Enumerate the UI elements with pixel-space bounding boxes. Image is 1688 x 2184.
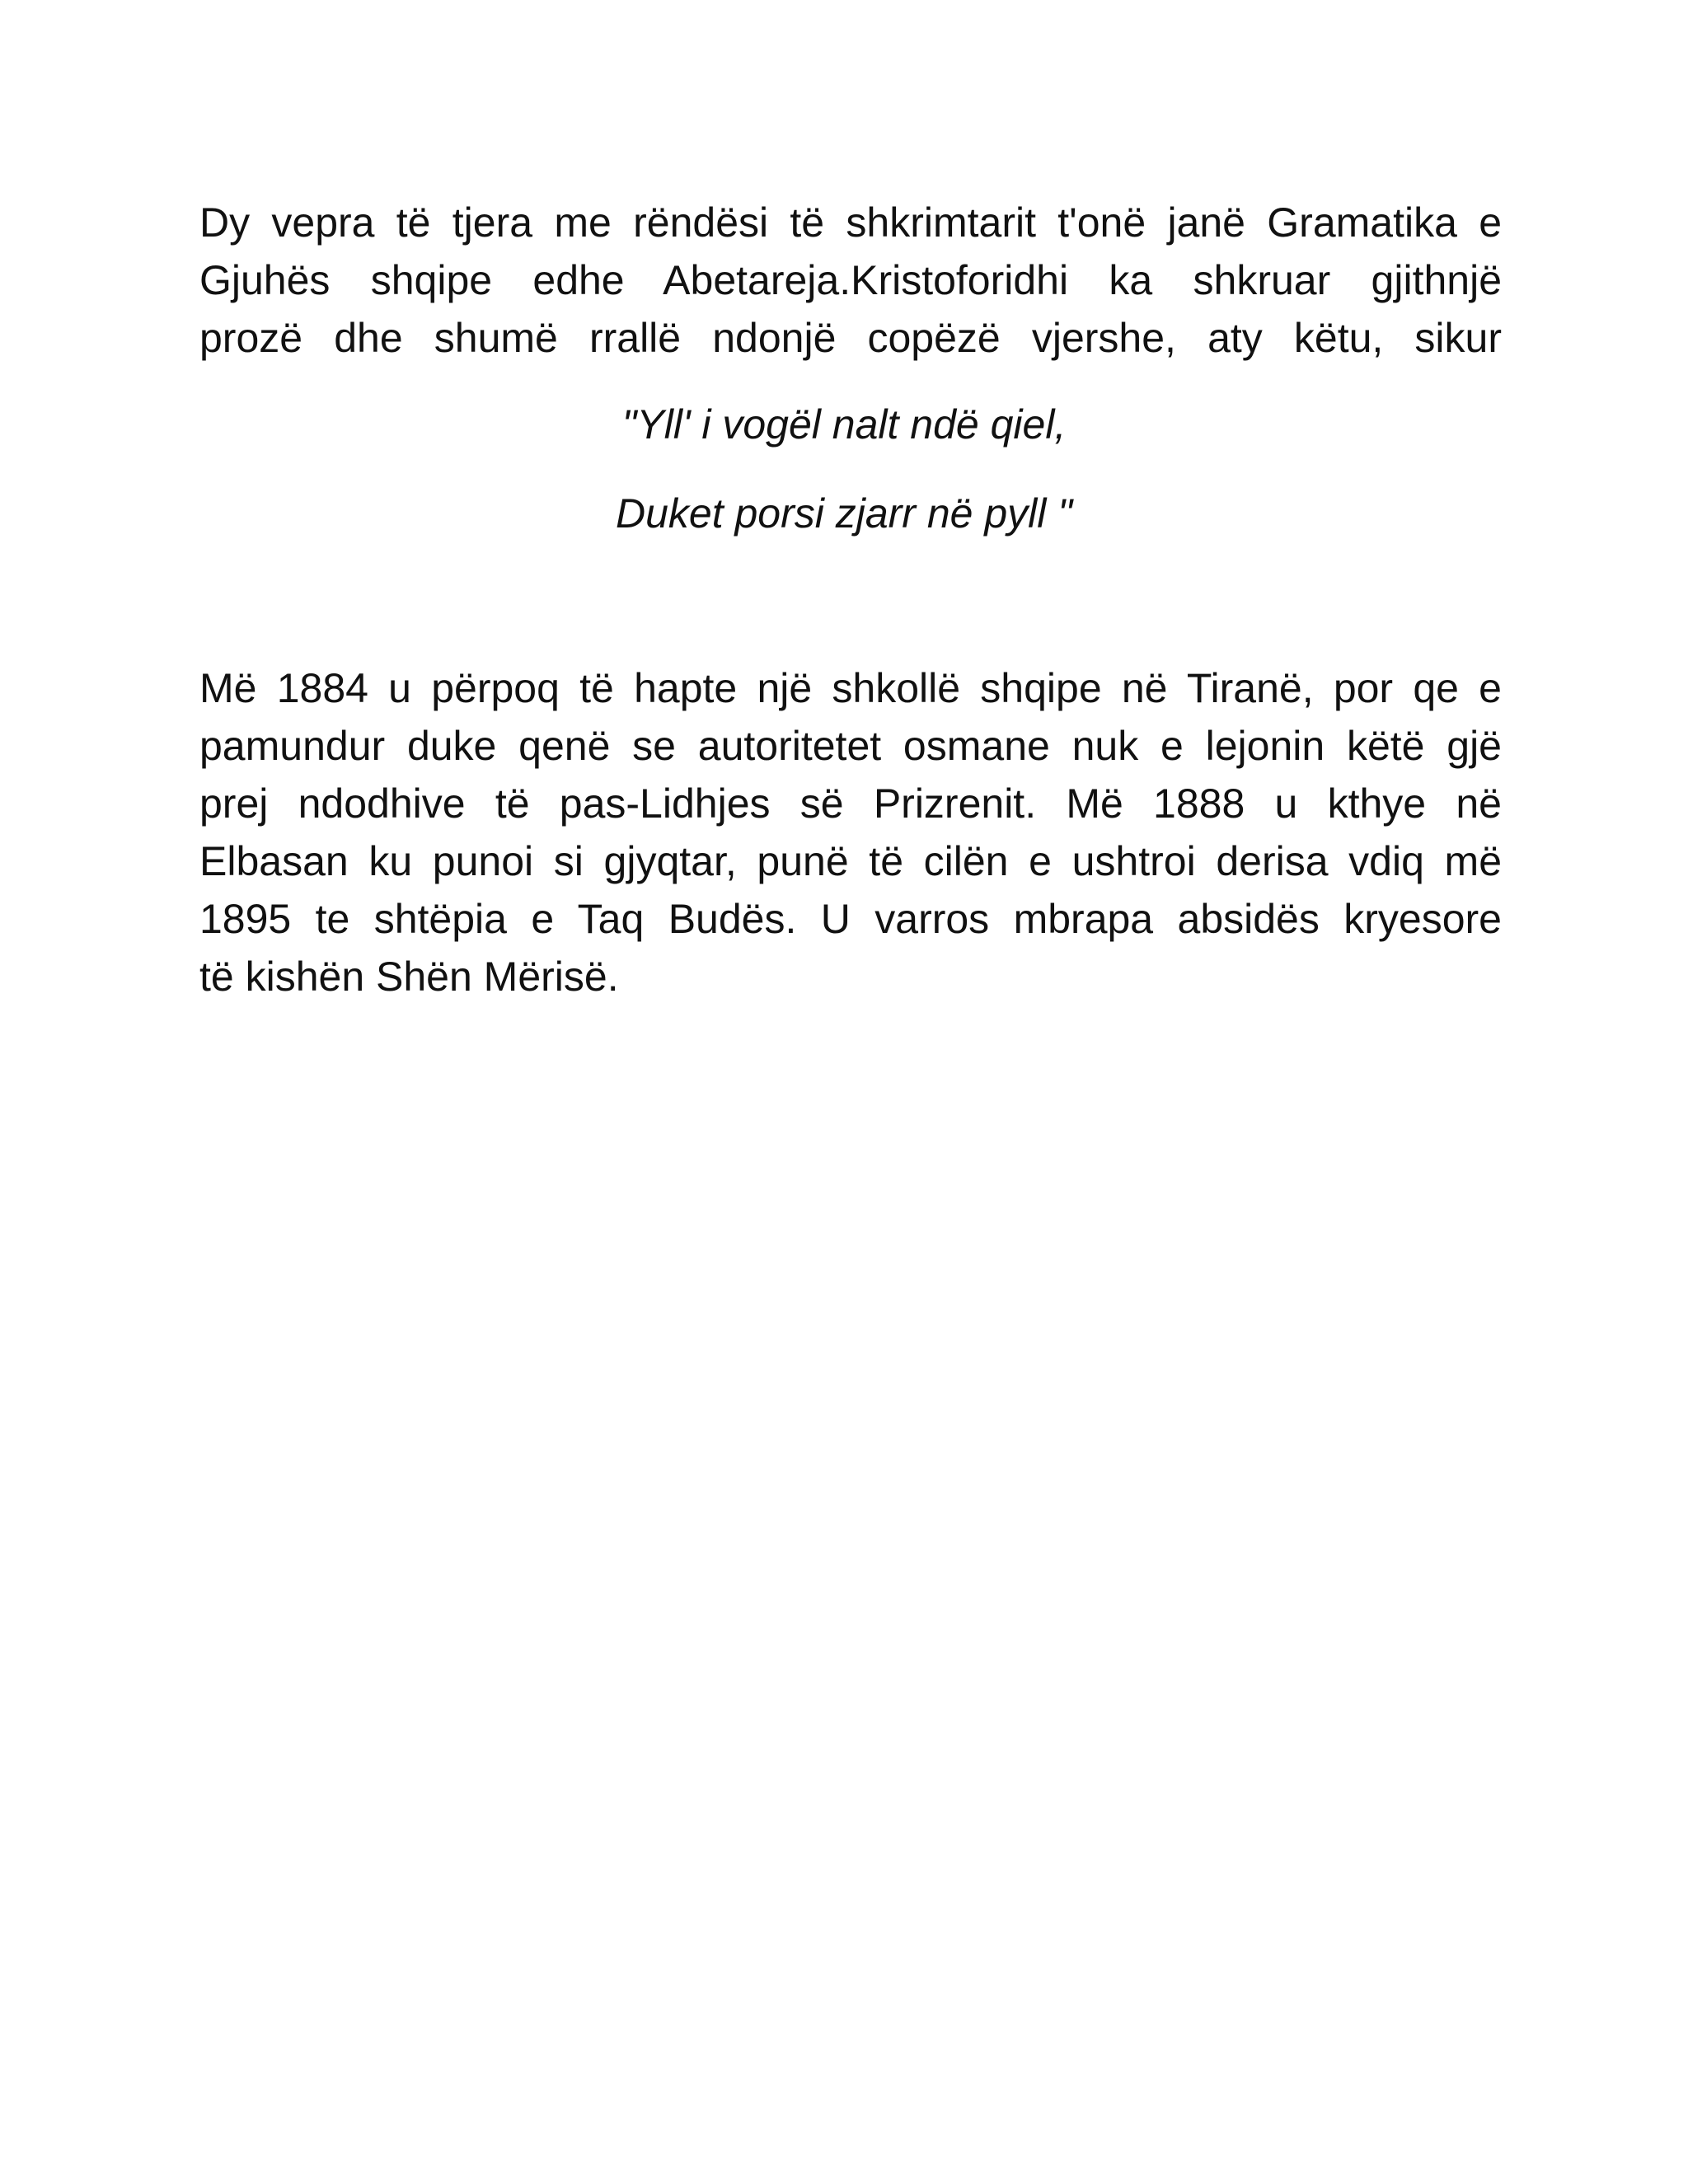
verse-line-1: "Yll' i vogël nalt ndë qiel, bbox=[621, 401, 1067, 448]
paragraph-1-line: Gjuhës shqipe edhe Abetareja.Kristoforidhi ka shkruar gjithnjë bbox=[199, 257, 1502, 303]
paragraph-2-line: Më 1884 u përpoq të hapte një shkollë shqipe në Tiranë, por qe e bbox=[199, 665, 1502, 711]
paragraph-2 bbox=[199, 659, 1502, 1005]
paragraph-2-line: Elbasan ku punoi si gjyqtar, punë të cilën e ushtroi derisa vdiq më bbox=[199, 838, 1502, 884]
paragraph-2-line: prej ndodhive të pas-Lidhjes së Prizrenit. Më 1888 u kthye në bbox=[199, 780, 1502, 827]
verse-line-2: Duket porsi zjarr në pyll " bbox=[615, 490, 1073, 537]
paragraph-2-line: pamundur duke qenë se autoritetet osmane nuk e lejonin këtë gjë bbox=[199, 723, 1502, 769]
paragraph-2-line: 1895 te shtëpia e Taq Budës. U varros mbrapa absidës kryesore bbox=[199, 896, 1502, 942]
paragraph-1 bbox=[199, 194, 1502, 367]
paragraph-1-line: prozë dhe shumë rrallë ndonjë copëzë vjershe, aty këtu, sikur bbox=[199, 315, 1502, 361]
paragraph-2-line: të kishën Shën Mërisë. bbox=[199, 954, 619, 1000]
paragraph-1-line: Dy vepra të tjera me rëndësi të shkrimtarit t'onë janë Gramatika e bbox=[199, 199, 1502, 246]
